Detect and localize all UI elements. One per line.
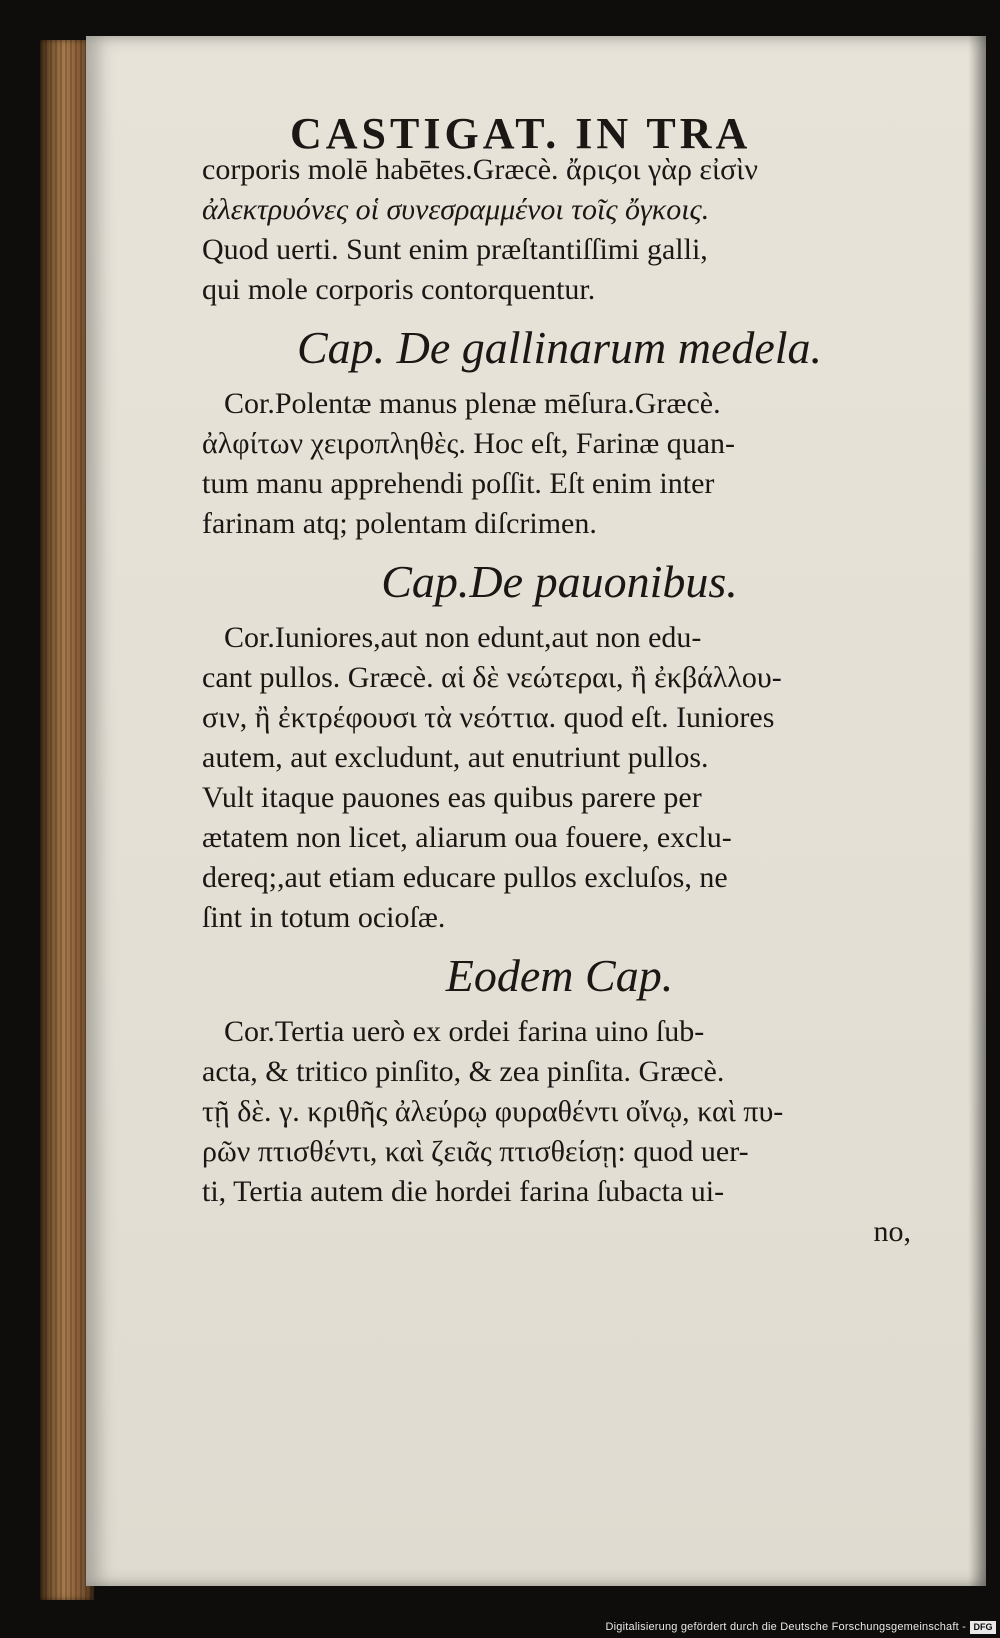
section-heading: Cap.De pauonibus.: [381, 556, 738, 607]
text-line: ἀλφίτων χειροπληθὲς. Hoc eſt, Farinæ quan-: [202, 427, 736, 460]
catchword: no,: [873, 1215, 911, 1248]
text-line: corporis molē habētes.Græcè. ἄριϛοι γὰρ εἰσὶν: [202, 153, 758, 186]
page-text: [202, 150, 917, 1252]
footer-bar: [0, 1616, 1000, 1638]
running-head: CASTIGAT. IN TRA: [290, 109, 752, 158]
text-line: qui mole corporis contorquentur.: [202, 273, 596, 306]
text-line: acta, & tritico pinſito, & zea pinſita. Græcè.: [202, 1055, 725, 1088]
text-line: ſint in totum ocioſæ.: [202, 901, 446, 934]
text-line: ti, Tertia autem die hordei farina ſubacta ui-: [202, 1175, 725, 1208]
section-heading: Cap. De gallinarum medela.: [296, 322, 823, 373]
footer-credit: Digitalisierung gefördert durch die Deutsche Forschungsgemeinschaft -: [605, 1621, 966, 1633]
text-line: τῇ δὲ. γ. κριθῆς ἀλεύρῳ φυραθέντι οἴνῳ, καὶ πυ-: [202, 1095, 784, 1128]
text-line: σιν, ἢ ἐκτρέφουσι τὰ νεόττια. quod eſt. Iuniores: [202, 701, 775, 734]
text-line: Quod uerti. Sunt enim præſtantiſſimi galli,: [202, 233, 708, 266]
text-line: Cor.Iuniores,aut non edunt,aut non edu-: [224, 621, 702, 654]
section-heading: Eodem Cap.: [445, 950, 674, 1001]
greek-line: ἀλεκτρυόνες οἱ συνεσραμμένοι τοῖς ὄγκοις.: [202, 193, 710, 226]
text-line: autem, aut excludunt, aut enutriunt pullos.: [202, 741, 709, 774]
page-gutter-shadow: [968, 36, 986, 1586]
text-line: Cor.Tertia uerò ex ordei farina uino ſub-: [224, 1015, 705, 1048]
text-line: ætatem non licet, aliarum oua fouere, exclu-: [202, 821, 732, 854]
text-line: Cor.Polentæ manus plenæ mēſura.Græcè.: [224, 387, 721, 420]
text-line: dereq;,aut etiam educare pullos excluſos, ne: [202, 861, 728, 894]
text-line: Vult itaque pauones eas quibus parere per: [202, 781, 702, 814]
dfg-logo: DFG: [970, 1621, 996, 1634]
text-line: cant pullos. Græcè. αἱ δὲ νεώτεραι, ἢ ἐκβάλλου-: [202, 661, 782, 694]
text-line: farinam atq; polentam diſcrimen.: [202, 507, 597, 540]
text-line: tum manu apprehendi poſſit. Eſt enim inter: [202, 467, 715, 500]
text-line: ρῶν πτισθέντι, καὶ ζειᾶς πτισθείσῃ: quod uer-: [202, 1135, 749, 1168]
